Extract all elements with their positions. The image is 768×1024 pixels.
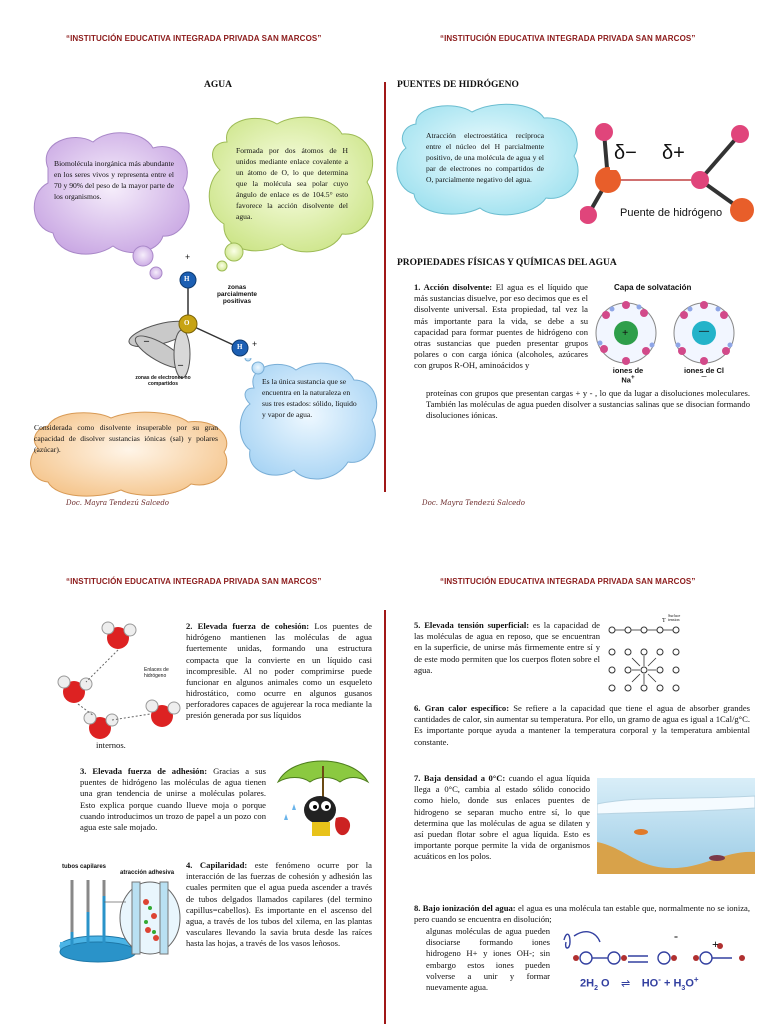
item6-text: Se refiere a la capacidad que tiene el agua de absorber grandes cantidades de calor, sin aumentar su temperatura. Por ello, un gramo de agua es igual a 1Cal/g°C. Es importante porque ayuda a mantener la temperatura corporal y la temperatura ambiental constante. [414,703,750,747]
item4-body [186,860,372,949]
divider-top [384,82,386,492]
item1-text: El agua es el líquido que más sustancias disuelve, por eso decimos que es el disolvente universal. Esta propiedad, tal vez la más importante para la vida, se debe a su capacidad para formar puentes de hidrógeno con otras sustancias que pueden presentar grupos polares o con carga iónica (alcoholes, azúcares con grupos R-OH, aminoácidos y [414,282,588,371]
item8-body [414,903,750,925]
divider-bottom [384,610,386,1024]
item3-body [80,766,266,833]
ionization-diagram [556,928,754,978]
item2-body [186,621,372,722]
blue-cloud-text: Es la única sustancia que se encuentra en la naturaleza en sus tres estados: sólido, líquido y vapor de agua. [262,377,357,419]
item3-text: Gracias a sus puentes de hidrógeno las moléculas de agua tienen una gran tendencia de unirse a moléculas polares. Esto explica porque cuando llueve moja o porque cuando introducimos un trozo de papel a un pozo con agua este sale mojado. [80,766,266,832]
zonas-positivas-label: zonas parcialmente positivas [216,284,258,306]
item2-continued: internos. [96,740,126,750]
h-top-plus: + [185,252,191,262]
umbrella-character-image [272,752,372,846]
page-header: “INSTITUCIÓN EDUCATIVA INTEGRADA PRIVADA SAN MARCOS” [440,34,696,43]
item1-title: 1. Acción disolvente: [414,282,493,292]
section-title-propiedades: PROPIEDADES FÍSICAS Y QUÍMICAS DEL AGUA [397,258,617,268]
cl-label: iones de Cl— [684,366,725,381]
ion-plus-sign: + [712,937,719,951]
item1-body [414,282,588,371]
surface-tension-label: Surface tension [668,613,681,622]
page-title-agua: AGUA [204,80,232,90]
hbond-label: Puente de hidrógeno [620,207,723,219]
green-cloud-text: Formada por dos átomos de H unidos mediante enlace covalente a un átomo de O, lo que determina que la molécula sea polar cuyo ángulo de enlace es de 104.5° esto favorece la acción disolvente del agua. [236,146,348,221]
cyan-cloud-text: Atracción electroestática recíproca entre el núcleo del H parcialmente positivo, de una molécula de agua y el par de electrones no compartidos de O, parcialmente negativo del agua. [426,131,544,184]
delta-minus-label: δ− [614,142,637,164]
item7-title: 7. Baja densidad a 0°C: [414,773,506,783]
h-atom-top-label: H [184,275,190,283]
page-header: “INSTITUCIÓN EDUCATIVA INTEGRADA PRIVADA SAN MARCOS” [440,577,696,586]
item7-body [414,773,590,862]
item4-title: 4. Capilaridad: [186,860,248,870]
na-plus-sign: + [622,327,629,339]
delta-plus-label: δ+ [662,142,685,164]
tubos-label: tubos capilares [62,864,107,870]
item8-continued: algunas moléculas de agua pueden disociarse formando iones hidrogeno H+ y iones OH-; sin embargo estos iones pueden volverse a unir y formar nuevamente agua. [426,926,550,992]
enlaces-label: Enlaces de hidrógeno [144,667,169,679]
item2-text: Los puentes de hidrógeno mantienen las moléculas de agua fuertemente unidas, formando una estructura compacta que la convierte en un líquido casi incompresible. Al no poder comprimirse puede funcionar en algunos animales como un esqueleto hidrostático, como ocurre en algunos gusanos perforadores capaces de agujerear la roca mediante la presión generada por sus líquidos [186,621,372,721]
cl-minus-sign: — [699,326,709,337]
solvation-diagram [594,295,744,371]
h-atom-right-label: H [237,343,243,351]
item7-text: cuando el agua líquida llega a 0°C, cambia al estado sólido conocido como hielo, donde sus enlaces puentes de hidrogeno se separan mucho entre sí, lo que determina que las moléculas de agua se dilaten y así puedan flotar sobre el agua líquida. Esto es importante porque permite la vida de organismos acuáticos en los polos. [414,773,590,862]
surface-tension-diagram [604,614,684,698]
minus-bottom: – [178,360,183,371]
h-right-plus: + [252,339,258,349]
minus-left: – [144,336,149,347]
ionization-equation: $2H_2$ O ⇌ $HO^- + H_3O^+$ [580,975,699,992]
na-label: iones de Na+ [612,366,644,385]
title-puentes: PUENTES DE HIDRÓGENO [397,80,519,90]
item4-text: este fenómeno ocurre por la interacción de las fuerzas de cohesión y adhesión las cuales permiten que el agua pueda ascender a través de tubos delgados llamados capilares (del termino capillus=cabellos). Es importante en el ascenso del agua, a través de los tubos del xilema, en las plantas vasculares llevando la savia bruta desde las raíces hasta las hojas, a través de los vasos leñosos. [186,860,372,949]
item1-continued: proteínas con grupos que presentan cargas + y - , lo que da lugar a disoluciones moleculares. También las moléculas de agua pueden disolver a sustancias salinas que se disocian formando disoluciones iónicas. [426,388,750,421]
orange-cloud-text: Considerada como disolvente insuperable por su gran capacidad de disolver sustancias iónicas (sal) y polares (azúcar). [34,423,218,454]
o-atom-label: O [184,319,190,327]
equilibrium-arrows-icon: ⇌ [621,977,631,990]
ion-minus-sign: - [674,929,678,943]
item5-title: 5. Elevada tensión superficial: [414,620,530,630]
item5-body [414,620,600,676]
item6-title: 6. Gran calor específico: [414,703,510,713]
capillary-diagram [58,872,184,964]
page2-signature: Doc. Mayra Tendezú Salcedo [422,499,526,507]
item8-text: el agua es una molécula tan estable que, normalmente no se ioniza, pero cuando se encuentra en disolución; [414,903,751,925]
ice-lake-image [597,778,755,874]
cohesion-molecules-image [38,616,198,744]
item8-title: 8. Bajo ionización del agua: [414,903,516,913]
purple-cloud-text: Biomolécula inorgánica más abundante en los seres vivos y representa entre el 70 y 90% del peso de la mayor parte de los organismos. [54,159,174,201]
solvation-title: Capa de solvatación [614,283,692,292]
page-header: “INSTITUCIÓN EDUCATIVA INTEGRADA PRIVADA SAN MARCOS” [66,577,322,586]
item5-text: es la capacidad de las moléculas de agua en reposo, que se encuentran en la superficie, de unirse más firmemente entre sí y de este modo permiten que los cuerpos floten sobre el agua. [414,620,600,675]
item3-title: 3. Elevada fuerza de adhesión: [80,766,208,776]
page1-signature: Doc. Mayra Tendezú Salcedo [66,499,170,507]
item2-title: 2. Elevada fuerza de cohesión: [186,621,310,631]
zonas-electrones-label: zonas de electrones no compartidos [135,375,191,387]
page-header: “INSTITUCIÓN EDUCATIVA INTEGRADA PRIVADA SAN MARCOS” [66,34,322,43]
item6-body [414,703,750,748]
tension-t-label: T [662,618,666,624]
atraccion-label: atracción adhesiva [120,870,175,876]
